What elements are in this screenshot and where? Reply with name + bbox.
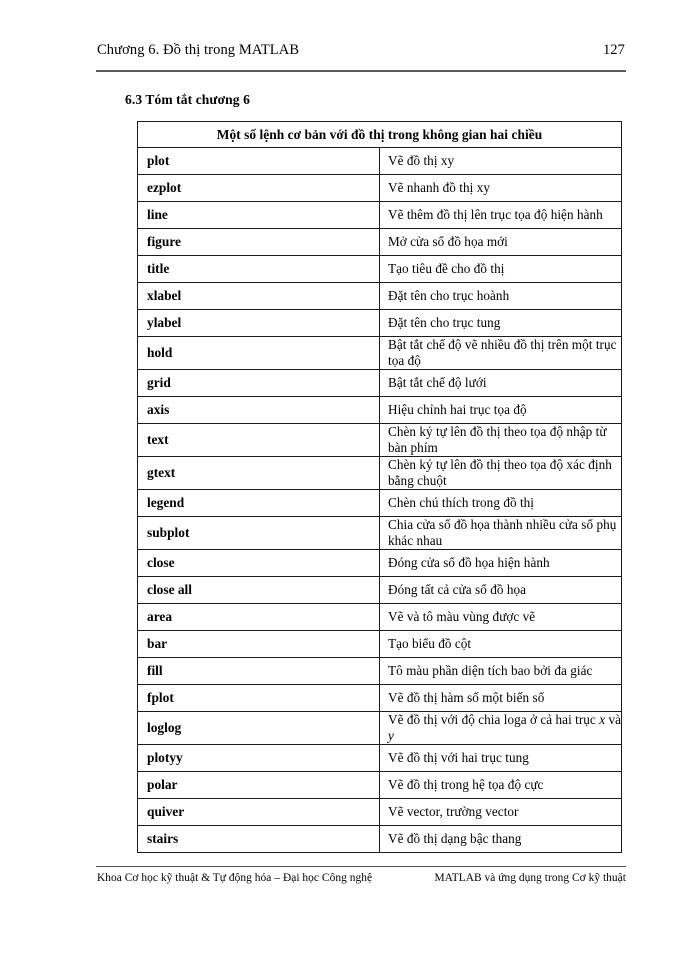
command-table xyxy=(137,121,622,853)
command-description: Bật tắt chế độ vẽ nhiều đồ thị trên một trục tọa độ xyxy=(380,337,622,370)
command-table-body xyxy=(138,148,622,853)
command-description: Hiệu chỉnh hai trục tọa độ xyxy=(380,397,622,424)
table-row xyxy=(138,370,622,397)
command-name: gtext xyxy=(138,457,380,490)
command-name: plot xyxy=(138,148,380,175)
table-row xyxy=(138,772,622,799)
command-name: close all xyxy=(138,577,380,604)
table-row xyxy=(138,577,622,604)
command-name: text xyxy=(138,424,380,457)
command-description: Mở cửa sổ đồ họa mới xyxy=(380,229,622,256)
table-row xyxy=(138,745,622,772)
section-heading: 6.3 Tóm tắt chương 6 xyxy=(125,92,250,107)
command-description: Vẽ đồ thị với hai trục tung xyxy=(380,745,622,772)
running-head xyxy=(97,42,625,59)
command-description: Chèn ký tự lên đồ thị theo tọa độ nhập từ bàn phím xyxy=(380,424,622,457)
command-description: Chia cửa sổ đồ họa thành nhiều cửa sổ phụ khác nhau xyxy=(380,517,622,550)
table-row xyxy=(138,457,622,490)
command-name: fill xyxy=(138,658,380,685)
footer-book-title: MATLAB và ứng dụng trong Cơ kỹ thuật xyxy=(434,872,626,884)
command-name: area xyxy=(138,604,380,631)
command-name: title xyxy=(138,256,380,283)
command-description: Vẽ đồ thị trong hệ tọa độ cực xyxy=(380,772,622,799)
command-name: grid xyxy=(138,370,380,397)
command-name: quiver xyxy=(138,799,380,826)
table-row xyxy=(138,550,622,577)
command-name: axis xyxy=(138,397,380,424)
command-name: fplot xyxy=(138,685,380,712)
command-name: xlabel xyxy=(138,283,380,310)
command-description: Đóng cửa sổ đồ họa hiện hành xyxy=(380,550,622,577)
command-description: Vẽ nhanh đồ thị xy xyxy=(380,175,622,202)
table-row xyxy=(138,256,622,283)
command-table-container xyxy=(137,121,622,853)
command-description: Tô màu phần diện tích bao bởi đa giác xyxy=(380,658,622,685)
header-divider xyxy=(96,70,626,72)
command-description: Bật tắt chế độ lưới xyxy=(380,370,622,397)
command-table-head xyxy=(138,122,622,148)
command-description: Vẽ thêm đồ thị lên trục tọa độ hiện hành xyxy=(380,202,622,229)
table-row xyxy=(138,799,622,826)
table-row xyxy=(138,490,622,517)
table-row xyxy=(138,517,622,550)
command-name: plotyy xyxy=(138,745,380,772)
command-name: bar xyxy=(138,631,380,658)
table-row xyxy=(138,148,622,175)
table-row xyxy=(138,712,622,745)
command-description: Chèn ký tự lên đồ thị theo tọa độ xác định bằng chuột xyxy=(380,457,622,490)
table-row xyxy=(138,826,622,853)
table-row xyxy=(138,175,622,202)
table-row xyxy=(138,424,622,457)
command-name: subplot xyxy=(138,517,380,550)
command-description: Tạo tiêu đề cho đồ thị xyxy=(380,256,622,283)
command-description: Vẽ đồ thị dạng bậc thang xyxy=(380,826,622,853)
table-row xyxy=(138,658,622,685)
table-row xyxy=(138,397,622,424)
command-description: Chèn chú thích trong đồ thị xyxy=(380,490,622,517)
command-name: line xyxy=(138,202,380,229)
footer-department: Khoa Cơ học kỹ thuật & Tự động hóa – Đại học Công nghệ xyxy=(97,872,373,884)
command-name: polar xyxy=(138,772,380,799)
command-description: Vẽ đồ thị với độ chia loga ở cả hai trục x và y xyxy=(380,712,622,745)
command-description: Tạo biểu đồ cột xyxy=(380,631,622,658)
chapter-title: Chương 6. Đồ thị trong MATLAB xyxy=(97,42,300,58)
page-number: 127 xyxy=(602,42,625,58)
table-caption: Một số lệnh cơ bản với đồ thị trong không gian hai chiều xyxy=(138,122,622,148)
page-footer xyxy=(97,872,626,884)
table-row xyxy=(138,310,622,337)
table-row xyxy=(138,604,622,631)
command-name: hold xyxy=(138,337,380,370)
command-name: stairs xyxy=(138,826,380,853)
command-name: loglog xyxy=(138,712,380,745)
table-row xyxy=(138,229,622,256)
table-row xyxy=(138,337,622,370)
command-name: legend xyxy=(138,490,380,517)
table-row xyxy=(138,685,622,712)
command-description: Đặt tên cho trục tung xyxy=(380,310,622,337)
command-description: Vẽ đồ thị xy xyxy=(380,148,622,175)
table-row xyxy=(138,631,622,658)
table-caption-row xyxy=(138,122,622,148)
command-name: ezplot xyxy=(138,175,380,202)
table-row xyxy=(138,283,622,310)
command-name: figure xyxy=(138,229,380,256)
command-name: ylabel xyxy=(138,310,380,337)
footer-divider xyxy=(96,866,626,867)
command-description: Đóng tất cả cửa sổ đồ họa xyxy=(380,577,622,604)
table-row xyxy=(138,202,622,229)
command-description: Vẽ vector, trường vector xyxy=(380,799,622,826)
command-description: Vẽ và tô màu vùng được vẽ xyxy=(380,604,622,631)
command-name: close xyxy=(138,550,380,577)
command-description: Đặt tên cho trục hoành xyxy=(380,283,622,310)
command-description: Vẽ đồ thị hàm số một biến số xyxy=(380,685,622,712)
